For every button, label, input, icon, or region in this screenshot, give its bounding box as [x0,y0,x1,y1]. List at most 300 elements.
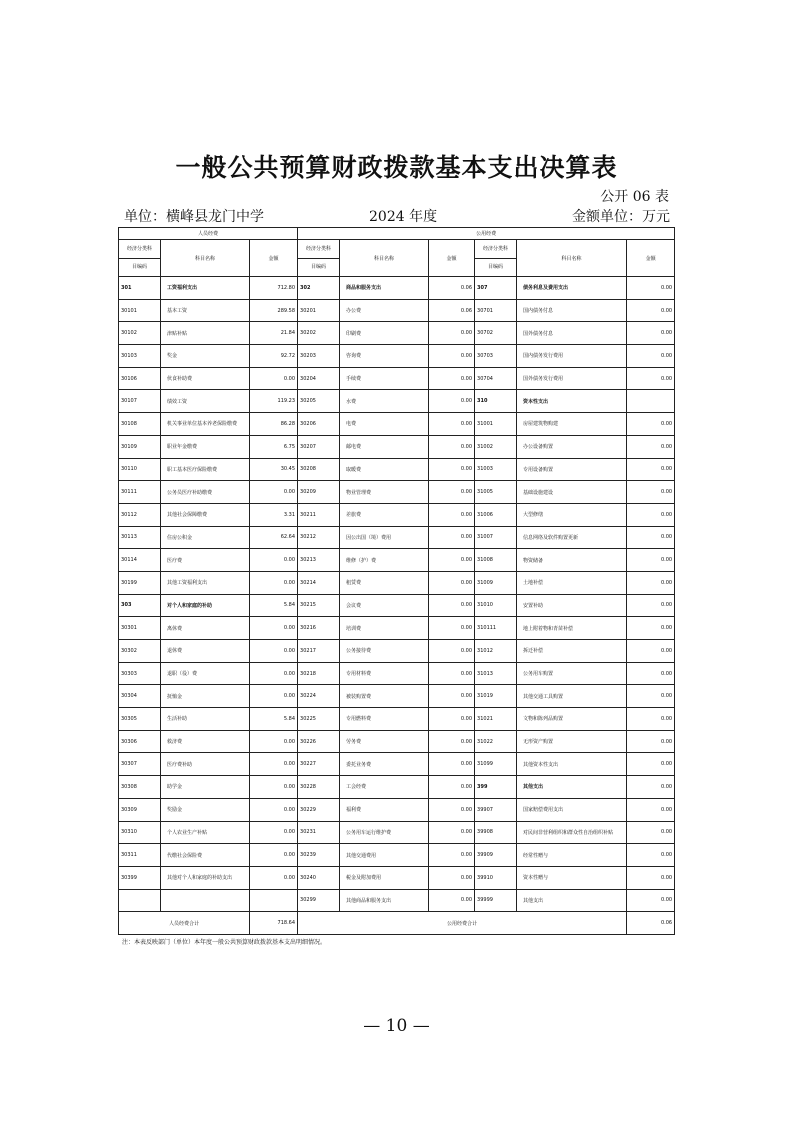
cell-code: 301 [119,277,161,300]
cell-amount: 0.00 [250,776,298,799]
cell-amount: 0.00 [429,571,475,594]
cell-code: 31021 [475,708,517,731]
code-header-bottom: 目编码 [488,264,504,270]
cell-name: 其他对个人和家庭的补助支出 [161,866,250,889]
table-row [119,503,675,526]
cell-code: 30231 [298,821,340,844]
cell-name: 专用材料费 [340,662,429,685]
cell-amount: 0.00 [627,776,675,799]
cell-amount: 0.00 [429,526,475,549]
cell-amount: 0.00 [429,617,475,640]
cell-amount: 0.00 [429,730,475,753]
cell-amount: 3.31 [250,503,298,526]
cell-amount: 0.00 [627,322,675,345]
cell-name: 基础设施建设 [517,481,627,504]
cell-name: 退休费 [161,640,250,663]
cell-code: 30209 [298,481,340,504]
table-row [119,866,675,889]
cell-amount: 0.00 [627,413,675,436]
cell-name: 大型修缮 [517,503,627,526]
cell-name: 公务接待费 [340,640,429,663]
cell-amount: 0.00 [250,571,298,594]
cell-amount: 6.75 [250,435,298,458]
cell-amount: 0.00 [429,662,475,685]
cell-name: 公务员医疗补助缴费 [161,481,250,504]
cell-code: 30107 [119,390,161,413]
cell-code: 30103 [119,345,161,368]
cell-name: 咨询费 [340,345,429,368]
personnel-total-value: 718.64 [250,912,298,935]
cell-amount: 0.00 [429,367,475,390]
table-row [119,889,675,912]
cell-code: 30102 [119,322,161,345]
cell-amount: 0.00 [627,708,675,731]
table-row [119,685,675,708]
cell-name: 印刷费 [340,322,429,345]
table-row [119,821,675,844]
cell-amount: 0.00 [627,662,675,685]
cell-code: 30101 [119,299,161,322]
cell-name: 水费 [340,390,429,413]
cell-code: 30106 [119,367,161,390]
table-row [119,708,675,731]
money-unit-label: 金额单位：万元 [572,209,670,225]
cell-amount: 0.06 [429,277,475,300]
cell-code: 310111 [475,617,517,640]
cell-code: 39910 [475,866,517,889]
cell-amount: 0.00 [429,753,475,776]
code-header [298,240,340,277]
cell-amount: 0.00 [429,458,475,481]
cell-code: 30216 [298,617,340,640]
cell-code: 30199 [119,571,161,594]
cell-amount: 0.00 [429,481,475,504]
cell-name: 国外债务付息 [517,322,627,345]
cell-amount: 712.80 [250,277,298,300]
table-row [119,345,675,368]
cell-amount: 0.00 [627,435,675,458]
expenditure-table [118,227,675,935]
cell-code: 30218 [298,662,340,685]
table-row [119,390,675,413]
cell-amount: 0.00 [250,685,298,708]
header-row-groups [119,228,675,240]
cell-amount: 5.84 [250,594,298,617]
code-header-top: 经济分类科 [475,240,516,259]
cell-amount: 0.00 [429,503,475,526]
cell-code: 30208 [298,458,340,481]
cell-code: 30217 [298,640,340,663]
cell-amount: 0.00 [250,821,298,844]
cell-name: 国内债务付息 [517,299,627,322]
cell-amount: 0.00 [250,798,298,821]
cell-name: 地上附着物和青苗补偿 [517,617,627,640]
code-header [119,240,161,277]
table-row [119,549,675,572]
table-row [119,594,675,617]
header-row-columns [119,240,675,277]
cell-amount [627,390,675,413]
cell-amount: 0.00 [627,277,675,300]
cell-amount: 0.00 [250,549,298,572]
cell-name: 离休费 [161,617,250,640]
table-row [119,730,675,753]
personnel-total-label: 人员经费合计 [119,912,250,935]
cell-name: 国家赔偿费用支出 [517,798,627,821]
cell-code: 30310 [119,821,161,844]
cell-name: 资本性赠与 [517,866,627,889]
cell-amount: 0.00 [627,753,675,776]
cell-name: 其他交通费用 [340,844,429,867]
cell-code: 30201 [298,299,340,322]
cell-code: 31006 [475,503,517,526]
cell-name: 医疗费 [161,549,250,572]
cell-amount: 0.00 [250,730,298,753]
cell-amount: 0.00 [250,617,298,640]
cell-name: 其他工资福利支出 [161,571,250,594]
cell-name: 对个人和家庭的补助 [161,594,250,617]
cell-name: 委托业务费 [340,753,429,776]
cell-code: 30227 [298,753,340,776]
cell-code: 31003 [475,458,517,481]
name-header: 科目名称 [161,240,250,277]
cell-amount: 21.84 [250,322,298,345]
cell-name: 无形资产购置 [517,730,627,753]
cell-code: 30226 [298,730,340,753]
cell-amount: 0.00 [429,390,475,413]
cell-amount: 0.00 [429,640,475,663]
cell-code: 30212 [298,526,340,549]
cell-code: 30302 [119,640,161,663]
cell-amount: 0.00 [627,821,675,844]
cell-code: 39908 [475,821,517,844]
cell-code: 31007 [475,526,517,549]
cell-name: 职工基本医疗保险缴费 [161,458,250,481]
cell-amount: 0.00 [429,685,475,708]
cell-name: 债务利息及费用支出 [517,277,627,300]
personnel-header: 人员经费 [119,228,298,240]
cell-name: 国外债务发行费用 [517,367,627,390]
cell-name: 安置补助 [517,594,627,617]
table-row [119,640,675,663]
cell-amount [250,889,298,912]
cell-code: 307 [475,277,517,300]
cell-name: 物业管理费 [340,481,429,504]
cell-name [161,889,250,912]
cell-code: 30111 [119,481,161,504]
cell-amount: 0.00 [627,640,675,663]
cell-name: 救济费 [161,730,250,753]
cell-name: 奖励金 [161,798,250,821]
table-row [119,367,675,390]
cell-amount: 0.00 [627,594,675,617]
cell-name: 物资储备 [517,549,627,572]
cell-code: 30304 [119,685,161,708]
total-row [119,912,675,935]
cell-amount: 0.00 [627,798,675,821]
page-number: — 10 — [363,1016,430,1036]
cell-name: 其他商品和服务支出 [340,889,429,912]
cell-amount: 0.00 [429,844,475,867]
cell-code: 302 [298,277,340,300]
table-row [119,322,675,345]
cell-code: 30239 [298,844,340,867]
cell-code: 30206 [298,413,340,436]
cell-amount: 0.00 [429,322,475,345]
cell-amount: 119.23 [250,390,298,413]
cell-code: 30229 [298,798,340,821]
cell-code: 30215 [298,594,340,617]
cell-code: 31010 [475,594,517,617]
cell-code: 399 [475,776,517,799]
cell-amount: 0.00 [250,662,298,685]
cell-name: 抚恤金 [161,685,250,708]
code-header-top: 经济分类科 [298,240,339,259]
table-note: 注：本表反映部门（单位）本年度一般公共预算财政拨款基本支出明细情况。 [122,939,327,946]
cell-amount: 86.28 [250,413,298,436]
cell-amount: 0.00 [429,776,475,799]
cell-name: 国内债务发行费用 [517,345,627,368]
cell-name: 办公设备购置 [517,435,627,458]
cell-name: 文物和陈列品购置 [517,708,627,731]
cell-code: 30225 [298,708,340,731]
cell-name: 维修（护）费 [340,549,429,572]
cell-name: 邮电费 [340,435,429,458]
cell-amount: 0.00 [627,299,675,322]
cell-code: 31001 [475,413,517,436]
cell-amount: 0.00 [250,844,298,867]
cell-name: 伙食补助费 [161,367,250,390]
cell-code [119,889,161,912]
cell-name: 专用设备购置 [517,458,627,481]
cell-name: 电费 [340,413,429,436]
cell-name: 专用燃料费 [340,708,429,731]
cell-code: 30305 [119,708,161,731]
table-row [119,481,675,504]
cell-code: 30108 [119,413,161,436]
cell-amount: 0.00 [627,367,675,390]
cell-amount: 0.00 [250,481,298,504]
cell-name: 差旅费 [340,503,429,526]
cell-code: 31012 [475,640,517,663]
cell-code: 30308 [119,776,161,799]
cell-code: 30299 [298,889,340,912]
cell-name: 公务用车购置 [517,662,627,685]
cell-amount: 0.00 [429,435,475,458]
name-header: 科目名称 [517,240,627,277]
cell-amount: 0.00 [429,345,475,368]
cell-name: 代缴社会保险费 [161,844,250,867]
cell-code: 30109 [119,435,161,458]
cell-amount: 5.84 [250,708,298,731]
cell-amount: 0.00 [627,889,675,912]
cell-code: 30214 [298,571,340,594]
cell-amount: 0.00 [429,413,475,436]
cell-name: 其他支出 [517,776,627,799]
cell-amount: 0.00 [627,526,675,549]
cell-code: 310 [475,390,517,413]
cell-name: 工资福利支出 [161,277,250,300]
public-total-value: 0.06 [627,912,675,935]
cell-name: 商品和服务支出 [340,277,429,300]
cell-code: 30311 [119,844,161,867]
public-total-label: 公用经费合计 [298,912,627,935]
table-row [119,571,675,594]
cell-name: 生活补助 [161,708,250,731]
cell-code: 30203 [298,345,340,368]
cell-amount: 0.00 [627,844,675,867]
cell-code: 30211 [298,503,340,526]
cell-code: 30112 [119,503,161,526]
cell-amount: 0.00 [429,549,475,572]
cell-code: 30207 [298,435,340,458]
cell-code: 30110 [119,458,161,481]
cell-code: 30399 [119,866,161,889]
table-row [119,458,675,481]
table-row [119,299,675,322]
cell-name: 其他社会保障缴费 [161,503,250,526]
cell-name: 医疗费补助 [161,753,250,776]
cell-code: 31002 [475,435,517,458]
page-title: 一般公共预算财政拨款基本支出决算表 [175,153,618,182]
cell-amount: 0.00 [627,549,675,572]
cell-name: 职业年金缴费 [161,435,250,458]
cell-code: 30224 [298,685,340,708]
cell-name: 租赁费 [340,571,429,594]
cell-amount: 0.00 [627,503,675,526]
cell-name: 会议费 [340,594,429,617]
cell-name: 助学金 [161,776,250,799]
cell-name: 工会经费 [340,776,429,799]
cell-name: 劳务费 [340,730,429,753]
cell-name: 住房公积金 [161,526,250,549]
amount-header: 金额 [429,240,475,277]
cell-name: 津贴补贴 [161,322,250,345]
cell-code: 30306 [119,730,161,753]
cell-amount: 0.00 [627,730,675,753]
cell-code: 39999 [475,889,517,912]
code-header-top: 经济分类科 [119,240,160,259]
cell-name: 税金及附加费用 [340,866,429,889]
cell-name: 福利费 [340,798,429,821]
code-header [475,240,517,277]
table-row [119,435,675,458]
cell-name: 绩效工资 [161,390,250,413]
cell-amount: 0.06 [429,299,475,322]
cell-amount: 0.00 [250,753,298,776]
cell-name: 退职（役）费 [161,662,250,685]
cell-code: 30205 [298,390,340,413]
cell-name: 被装购置费 [340,685,429,708]
cell-code: 39907 [475,798,517,821]
cell-name: 机关事业单位基本养老保险缴费 [161,413,250,436]
cell-amount: 0.00 [429,866,475,889]
cell-amount: 0.00 [627,458,675,481]
cell-amount: 0.00 [627,617,675,640]
cell-amount: 0.00 [627,866,675,889]
cell-name: 奖金 [161,345,250,368]
cell-code: 30309 [119,798,161,821]
cell-code: 31008 [475,549,517,572]
cell-name: 土地补偿 [517,571,627,594]
amount-header: 金额 [627,240,675,277]
table-row [119,662,675,685]
table-body [119,277,675,912]
cell-code: 31099 [475,753,517,776]
cell-code: 31019 [475,685,517,708]
cell-code: 30204 [298,367,340,390]
cell-name: 对民间非营利组织和群众性自治组织补贴 [517,821,627,844]
table-row [119,526,675,549]
cell-code: 303 [119,594,161,617]
cell-name: 拆迁补偿 [517,640,627,663]
public-header: 公用经费 [298,228,675,240]
cell-code: 30228 [298,776,340,799]
cell-name: 手续费 [340,367,429,390]
table-row [119,776,675,799]
table-row [119,753,675,776]
cell-amount: 0.00 [627,571,675,594]
cell-amount: 0.00 [627,345,675,368]
cell-amount: 30.45 [250,458,298,481]
cell-code: 30202 [298,322,340,345]
cell-amount: 0.00 [627,481,675,504]
cell-amount: 62.64 [250,526,298,549]
cell-code: 30702 [475,322,517,345]
cell-amount: 0.00 [429,889,475,912]
cell-code: 30240 [298,866,340,889]
cell-name: 资本性支出 [517,390,627,413]
cell-amount: 0.00 [429,594,475,617]
cell-amount: 0.00 [250,640,298,663]
cell-code: 30704 [475,367,517,390]
code-header-bottom: 目编码 [311,264,327,270]
cell-name: 其他资本性支出 [517,753,627,776]
cell-amount: 0.00 [429,798,475,821]
table-row [119,277,675,300]
cell-name: 信息网络及软件购置更新 [517,526,627,549]
cell-name: 基本工资 [161,299,250,322]
table-row [119,798,675,821]
year-label: 2024 年度 [369,209,438,225]
cell-name: 办公费 [340,299,429,322]
cell-name: 公务用车运行维护费 [340,821,429,844]
cell-code: 30114 [119,549,161,572]
cell-amount: 0.00 [250,367,298,390]
unit-label: 单位：横峰县龙门中学 [124,209,264,225]
table-row [119,617,675,640]
amount-header: 金额 [250,240,298,277]
cell-name: 其他支出 [517,889,627,912]
cell-code: 31009 [475,571,517,594]
cell-name: 因公出国（境）费用 [340,526,429,549]
code-header-bottom: 目编码 [131,264,147,270]
table-row [119,413,675,436]
cell-name: 房屋建筑物购建 [517,413,627,436]
cell-amount: 0.00 [250,866,298,889]
cell-code: 30301 [119,617,161,640]
cell-name: 个人农业生产补贴 [161,821,250,844]
cell-code: 30213 [298,549,340,572]
table-meta [124,206,670,226]
cell-code: 31005 [475,481,517,504]
cell-name: 取暖费 [340,458,429,481]
name-header: 科目名称 [340,240,429,277]
cell-amount: 0.00 [627,685,675,708]
cell-code: 30113 [119,526,161,549]
cell-code: 30701 [475,299,517,322]
cell-amount: 0.00 [429,708,475,731]
